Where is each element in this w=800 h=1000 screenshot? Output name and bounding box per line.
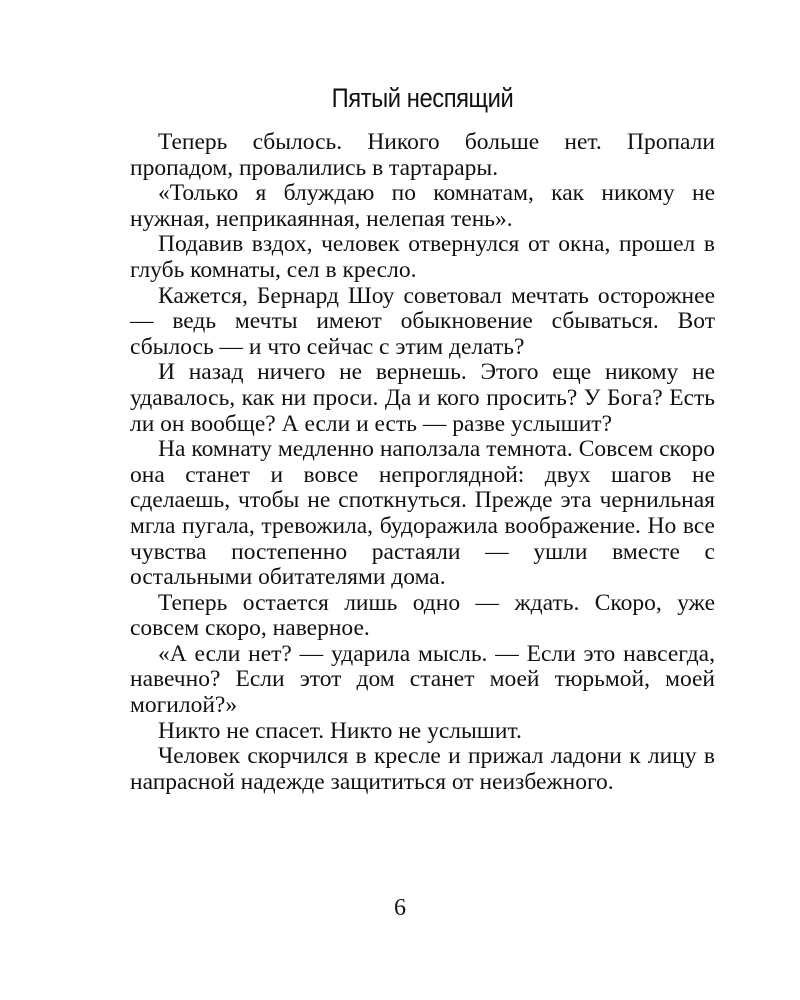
- paragraph: Никто не спасет. Никто не услышит.: [158, 717, 522, 744]
- paragraph: Теперь сбылось. Никого больше нет. Пропали пропадом, провалились в тартарары.: [130, 129, 715, 181]
- chapter-title: Пятый неспящий: [331, 83, 514, 113]
- page-number: 6: [394, 895, 406, 921]
- paragraph: «А если нет? — ударила мысль. — Если это навсегда, навечно? Если этот дом станет моей тюрьмой, моей могилой?»: [130, 640, 715, 719]
- paragraph: Кажется, Бернард Шоу советовал мечтать осторожнее — ведь мечты имеют обыкновение сбываться. Вот сбылось — и что сейчас с этим делать?: [130, 282, 715, 360]
- paragraph: Теперь остается лишь одно — ждать. Скоро, уже совсем скоро, наверное.: [130, 589, 715, 642]
- book-page: [130, 80, 715, 795]
- paragraph: И назад ничего не вернешь. Этого еще никому не удавалось, как ни проси. Да и кого просить? У Бога? Есть ли он вообще? А если и есть — разве услышит?: [130, 359, 715, 437]
- chapter-body: [130, 130, 715, 795]
- paragraph: На комнату медленно наползала темнота. Совсем скоро она станет и вовсе непроглядной: двух шагов не сделаешь, чтобы не споткнуться. Прежде эта чернильная мгла пугала, тревожила, будоражила воображение. Но все чувства постепенно растаяли — ушли вместе с остальными обитателями дома.: [130, 436, 715, 591]
- paragraph: «Только я блуждаю по комнатам, как никому не нужная, неприкаянная, нелепая тень».: [130, 180, 715, 232]
- paragraph: Человек скорчился в кресле и прижал ладони к лицу в напрасной надежде защититься от неизбежного.: [130, 743, 715, 795]
- paragraph: Подавив вздох, человек отвернулся от окна, прошел в глубь комнаты, сел в кресло.: [130, 231, 715, 283]
